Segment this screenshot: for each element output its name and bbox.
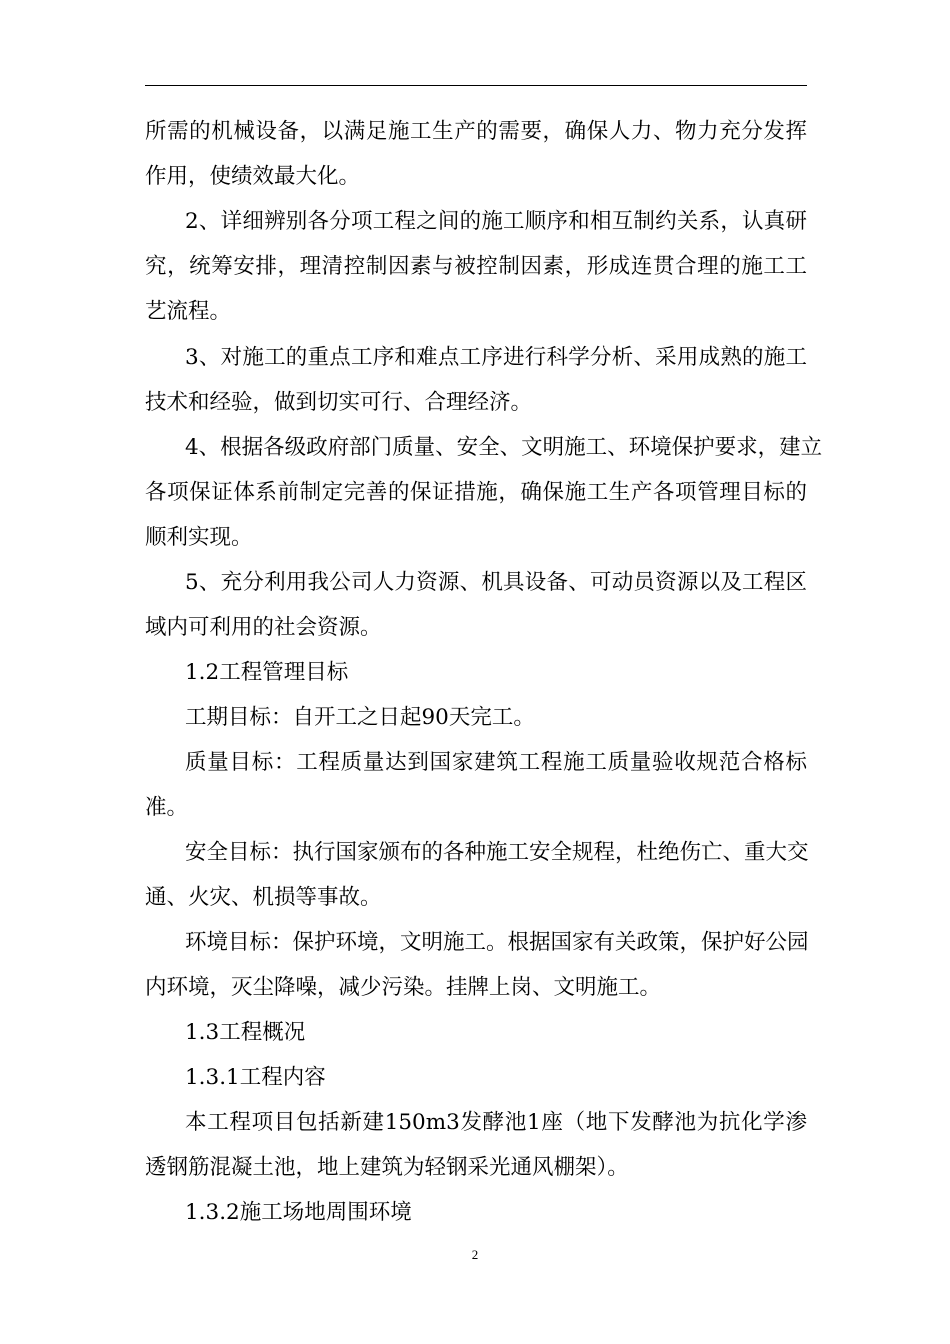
text-line: 艺流程。 (145, 299, 232, 324)
text-line: 各项保证体系前制定完善的保证措施，确保施工生产各项管理目标的 (145, 480, 807, 505)
section-heading: 1.3.2施工场地周围环境 (185, 1200, 412, 1225)
header-rule (145, 85, 807, 86)
text-line: 所需的机械设备，以满足施工生产的需要，确保人力、物力充分发挥 (145, 119, 807, 144)
text-line: 顺利实现。 (145, 525, 253, 550)
text-line: 透钢筋混凝土池，地上建筑为轻钢采光通风棚架）。 (145, 1155, 629, 1180)
section-heading: 1.3.1工程内容 (185, 1065, 326, 1090)
text-line: 准。 (145, 795, 189, 820)
text-line: 究，统筹安排，理清控制因素与被控制因素，形成连贯合理的施工工 (145, 254, 807, 279)
text-line: 通、火灾、机损等事故。 (145, 885, 382, 910)
text-line: 域内可利用的社会资源。 (145, 615, 382, 640)
text-line: 2、详细辨别各分项工程之间的施工顺序和相互制约关系，认真研 (185, 209, 807, 234)
section-heading: 1.2工程管理目标 (185, 660, 349, 685)
text-line: 内环境，灭尘降噪，减少污染。挂牌上岗、文明施工。 (145, 975, 662, 1000)
text-line: 4、根据各级政府部门质量、安全、文明施工、环境保护要求，建立 (185, 435, 823, 460)
page-number: 2 (471, 1247, 479, 1262)
text-line: 5、充分利用我公司人力资源、机具设备、可动员资源以及工程区 (185, 570, 807, 595)
text-line: 工期目标：自开工之日起90天完工。 (185, 705, 535, 730)
text-line: 3、对施工的重点工序和难点工序进行科学分析、采用成熟的施工 (185, 345, 807, 370)
text-line: 环境目标：保护环境，文明施工。根据国家有关政策，保护好公园 (185, 930, 809, 955)
text-line: 质量目标：工程质量达到国家建筑工程施工质量验收规范合格标 (185, 750, 807, 775)
section-heading: 1.3工程概况 (185, 1020, 306, 1045)
text-line: 本工程项目包括新建150m3发酵池1座（地下发酵池为抗化学渗 (185, 1110, 807, 1135)
text-line: 安全目标：执行国家颁布的各种施工安全规程，杜绝伤亡、重大交 (185, 840, 809, 865)
text-line: 作用，使绩效最大化。 (145, 164, 361, 189)
text-line: 技术和经验，做到切实可行、合理经济。 (145, 390, 533, 415)
